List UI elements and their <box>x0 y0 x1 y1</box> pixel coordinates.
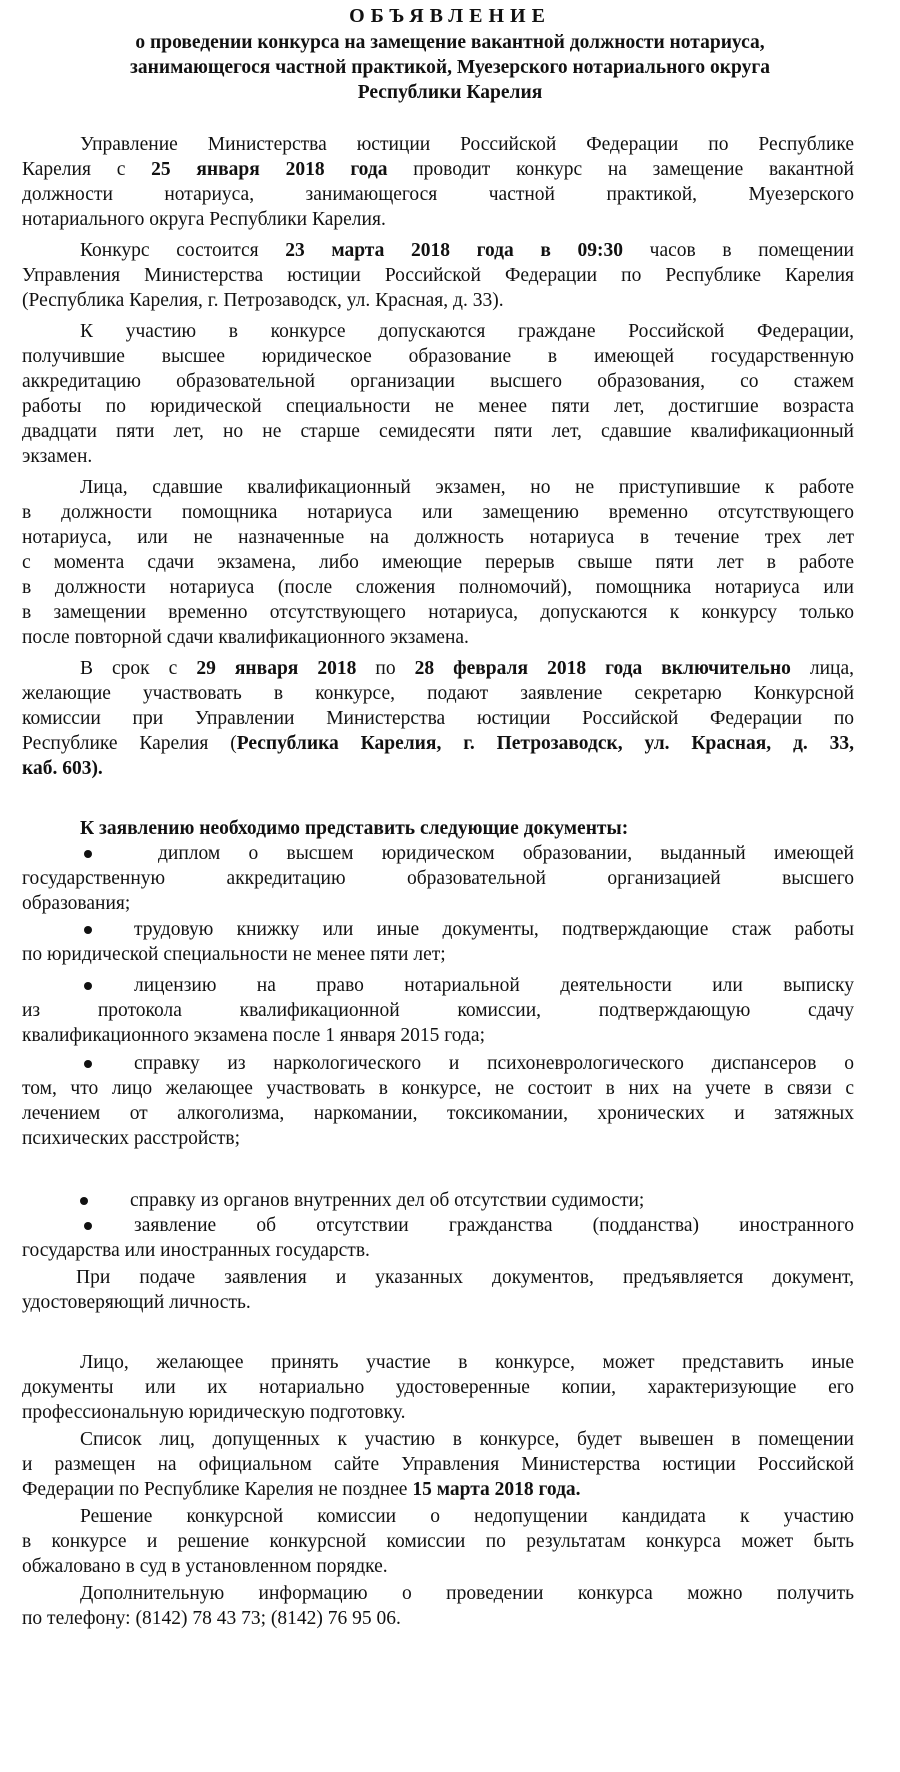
p2-line-3: (Республика Карелия, г. Петрозаводск, ул. Красная, д. 33). <box>22 290 504 311</box>
p8-line-3: Федерации по Республике Карелия не позднее 15 марта 2018 года. <box>22 1479 581 1500</box>
document-title: ОБЪЯВЛЕНИЕ <box>349 5 551 27</box>
p1-line-2: Карелия с 25 января 2018 года проводит конкурс на замещение вакантной <box>22 159 854 180</box>
bullet-dot <box>84 850 92 858</box>
bullet-3-line-3: квалификационного экзамена после 1 января 2015 года; <box>22 1025 485 1046</box>
p1-line-1: Управление Министерства юстиции Российской Федерации по Республике <box>80 134 854 155</box>
p1-line-3: должности нотариуса, занимающегося частной практикой, Муезерского <box>22 184 854 205</box>
p3-line-6: экзамен. <box>22 446 93 467</box>
p3-line-2: получившие высшее юридическое образование в имеющей государственную <box>22 346 854 367</box>
bullet-4-line-3: лечением от алкоголизма, наркомании, токсикомании, хронических и затяжных <box>22 1103 854 1124</box>
p5-line-1: В срок с 29 января 2018 по 28 февраля 2018 года включительно лица, <box>80 658 854 679</box>
bullet-5-line-1: справку из органов внутренних дел об отсутствии судимости; <box>130 1190 645 1211</box>
p2-line-2: Управления Министерства юстиции Российской Федерации по Республике Карелия <box>22 265 854 286</box>
p8-line-1: Список лиц, допущенных к участию в конкурсе, будет вывешен в помещении <box>80 1429 854 1450</box>
bullet-dot <box>84 1222 92 1230</box>
subtitle-line-1: о проведении конкурса на замещение вакантной должности нотариуса, <box>135 32 765 53</box>
p5-line-5: каб. 603). <box>22 758 103 779</box>
p4-line-7: после повторной сдачи квалификационного экзамена. <box>22 627 469 648</box>
p4-line-5: в должности нотариуса (после сложения полномочий), помощника нотариуса или <box>22 577 854 598</box>
p7-line-1: Лицо, желающее принять участие в конкурсе, может представить иные <box>80 1352 854 1373</box>
p4-line-4: с момента сдачи экзамена, либо имеющие перерыв свыше пяти лет в работе <box>22 552 854 573</box>
bullet-6-line-1: заявление об отсутствии гражданства (подданства) иностранного <box>134 1215 854 1236</box>
bullet-1-line-3: образования; <box>22 893 131 914</box>
p4-line-6: в замещении временно отсутствующего нотариуса, допускаются к конкурсу только <box>22 602 854 623</box>
p5-line-2: желающие участвовать в конкурсе, подают заявление секретарю Конкурсной <box>22 683 854 704</box>
p4-line-3: нотариуса, или не назначенные на должность нотариуса в течение трех лет <box>22 527 854 548</box>
p9-line-1: Решение конкурсной комиссии о недопущении кандидата к участию <box>80 1506 854 1527</box>
bullet-1-line-1: диплом о высшем юридическом образовании, выданный имеющей <box>158 843 854 864</box>
bullet-dot <box>80 1197 88 1205</box>
p3-line-1: К участию в конкурсе допускаются граждане Российской Федерации, <box>80 321 854 342</box>
bullet-dot <box>84 1060 92 1068</box>
p6-line-2: удостоверяющий личность. <box>22 1292 251 1313</box>
documents-heading: К заявлению необходимо представить следующие документы: <box>80 818 629 839</box>
p6-line-1: При подаче заявления и указанных документов, предъявляется документ, <box>76 1267 854 1288</box>
p5-line-3: комиссии при Управлении Министерства юстиции Российской Федерации по <box>22 708 854 729</box>
bullet-3-line-1: лицензию на право нотариальной деятельности или выписку <box>134 975 854 996</box>
bullet-4-line-1: справку из наркологического и психоневрологического диспансеров о <box>134 1053 854 1074</box>
p10-line-1: Дополнительную информацию о проведении конкурса можно получить <box>80 1583 854 1604</box>
p10-line-2: по телефону: (8142) 78 43 73; (8142) 76 95 06. <box>22 1608 401 1629</box>
bullet-dot <box>84 926 92 934</box>
p4-line-1: Лица, сдавшие квалификационный экзамен, но не приступившие к работе <box>80 477 854 498</box>
bullet-2-line-2: по юридической специальности не менее пяти лет; <box>22 944 446 965</box>
p1-line-4: нотариального округа Республики Карелия. <box>22 209 386 230</box>
p8-line-2: и размещен на официальном сайте Управления Министерства юстиции Российской <box>22 1454 854 1475</box>
bullet-4-line-4: психических расстройств; <box>22 1128 241 1149</box>
p9-line-3: обжаловано в суд в установленном порядке. <box>22 1556 388 1577</box>
bullet-2-line-1: трудовую книжку или иные документы, подтверждающие стаж работы <box>134 919 854 940</box>
bullet-1-line-2: государственную аккредитацию образовательной организацией высшего <box>22 868 854 889</box>
p5-line-4: Республике Карелия (Республика Карелия, г. Петрозаводск, ул. Красная, д. 33, <box>22 733 854 754</box>
p7-line-2: документы или их нотариально удостоверенные копии, характеризующие его <box>22 1377 854 1398</box>
subtitle-line-2: занимающегося частной практикой, Муезерского нотариального округа <box>130 57 770 78</box>
p3-line-4: работы по юридической специальности не менее пяти лет, достигшие возраста <box>22 396 854 417</box>
p3-line-3: аккредитацию образовательной организации высшего образования, со стажем <box>22 371 854 392</box>
p2-line-1: Конкурс состоится 23 марта 2018 года в 09:30 часов в помещении <box>80 240 854 261</box>
bullet-dot <box>84 982 92 990</box>
bullet-6-line-2: государства или иностранных государств. <box>22 1240 370 1261</box>
bullet-4-line-2: том, что лицо желающее участвовать в конкурсе, не состоит в них на учете в связи с <box>22 1078 854 1099</box>
p9-line-2: в конкурсе и решение конкурсной комиссии по результатам конкурса может быть <box>22 1531 854 1552</box>
subtitle-line-3: Республики Карелия <box>357 82 543 103</box>
bullet-3-line-2: из протокола квалификационной комиссии, подтверждающую сдачу <box>22 1000 854 1021</box>
p7-line-3: профессиональную юридическую подготовку. <box>22 1402 406 1423</box>
p4-line-2: в должности помощника нотариуса или замещению временно отсутствующего <box>22 502 854 523</box>
p3-line-5: двадцати пяти лет, но не старше семидесяти пяти лет, сдавшие квалификационный <box>22 421 854 442</box>
